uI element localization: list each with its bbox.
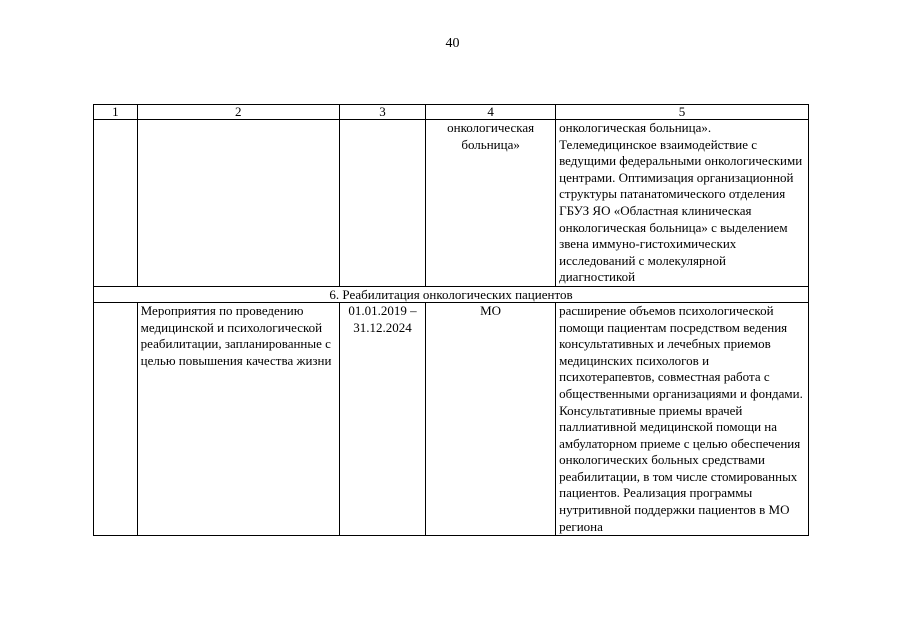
column-header-1: 1: [94, 105, 138, 120]
cell-col1: [94, 120, 138, 287]
section-row: [94, 286, 809, 302]
section-title: 6. Реабилитация онкологических пациентов: [94, 286, 809, 302]
cell-col4: онкологическая больница»: [426, 120, 556, 287]
page-number: 40: [445, 36, 460, 51]
column-header-2: 2: [137, 105, 339, 120]
header-row: [94, 105, 809, 120]
column-header-3: 3: [339, 105, 425, 120]
document-table: [93, 104, 809, 536]
table-row: [94, 302, 809, 535]
cell-col5: расширение объемов психологической помощи пациентам посредством ведения консультативных и лечебных приемов медицинских психологов и психотерапевтов, совместная работа с общественными организациями и фондами. Консультативные приемы врачей паллиативной медицинской помощи на амбулаторном приеме с целью обеспечения онкологических больных средствами реабилитации, в том числе стомированных пациентов. Реализация программы нутритивной поддержки пациентов в МО региона: [556, 302, 809, 535]
table-row-continued: [94, 120, 809, 287]
cell-col4: МО: [426, 302, 556, 535]
column-header-5: 5: [556, 105, 809, 120]
cell-col3: [339, 120, 425, 287]
cell-col5: онкологическая больница». Телемедицинское взаимодействие с ведущими федеральными онкологическими центрами. Оптимизация организационной структуры патанатомического отделения ГБУЗ ЯО «Областная клиническая онкологическая больница» с выделением звена иммуно-гистохимических исследований с молекулярной диагностикой: [556, 120, 809, 287]
cell-col3: 01.01.2019 – 31.12.2024: [339, 302, 425, 535]
cell-col2: [137, 120, 339, 287]
cell-col1: [94, 302, 138, 535]
cell-col2: Мероприятия по проведению медицинской и психологической реабилитации, запланированные с целью повышения качества жизни: [137, 302, 339, 535]
column-header-4: 4: [426, 105, 556, 120]
